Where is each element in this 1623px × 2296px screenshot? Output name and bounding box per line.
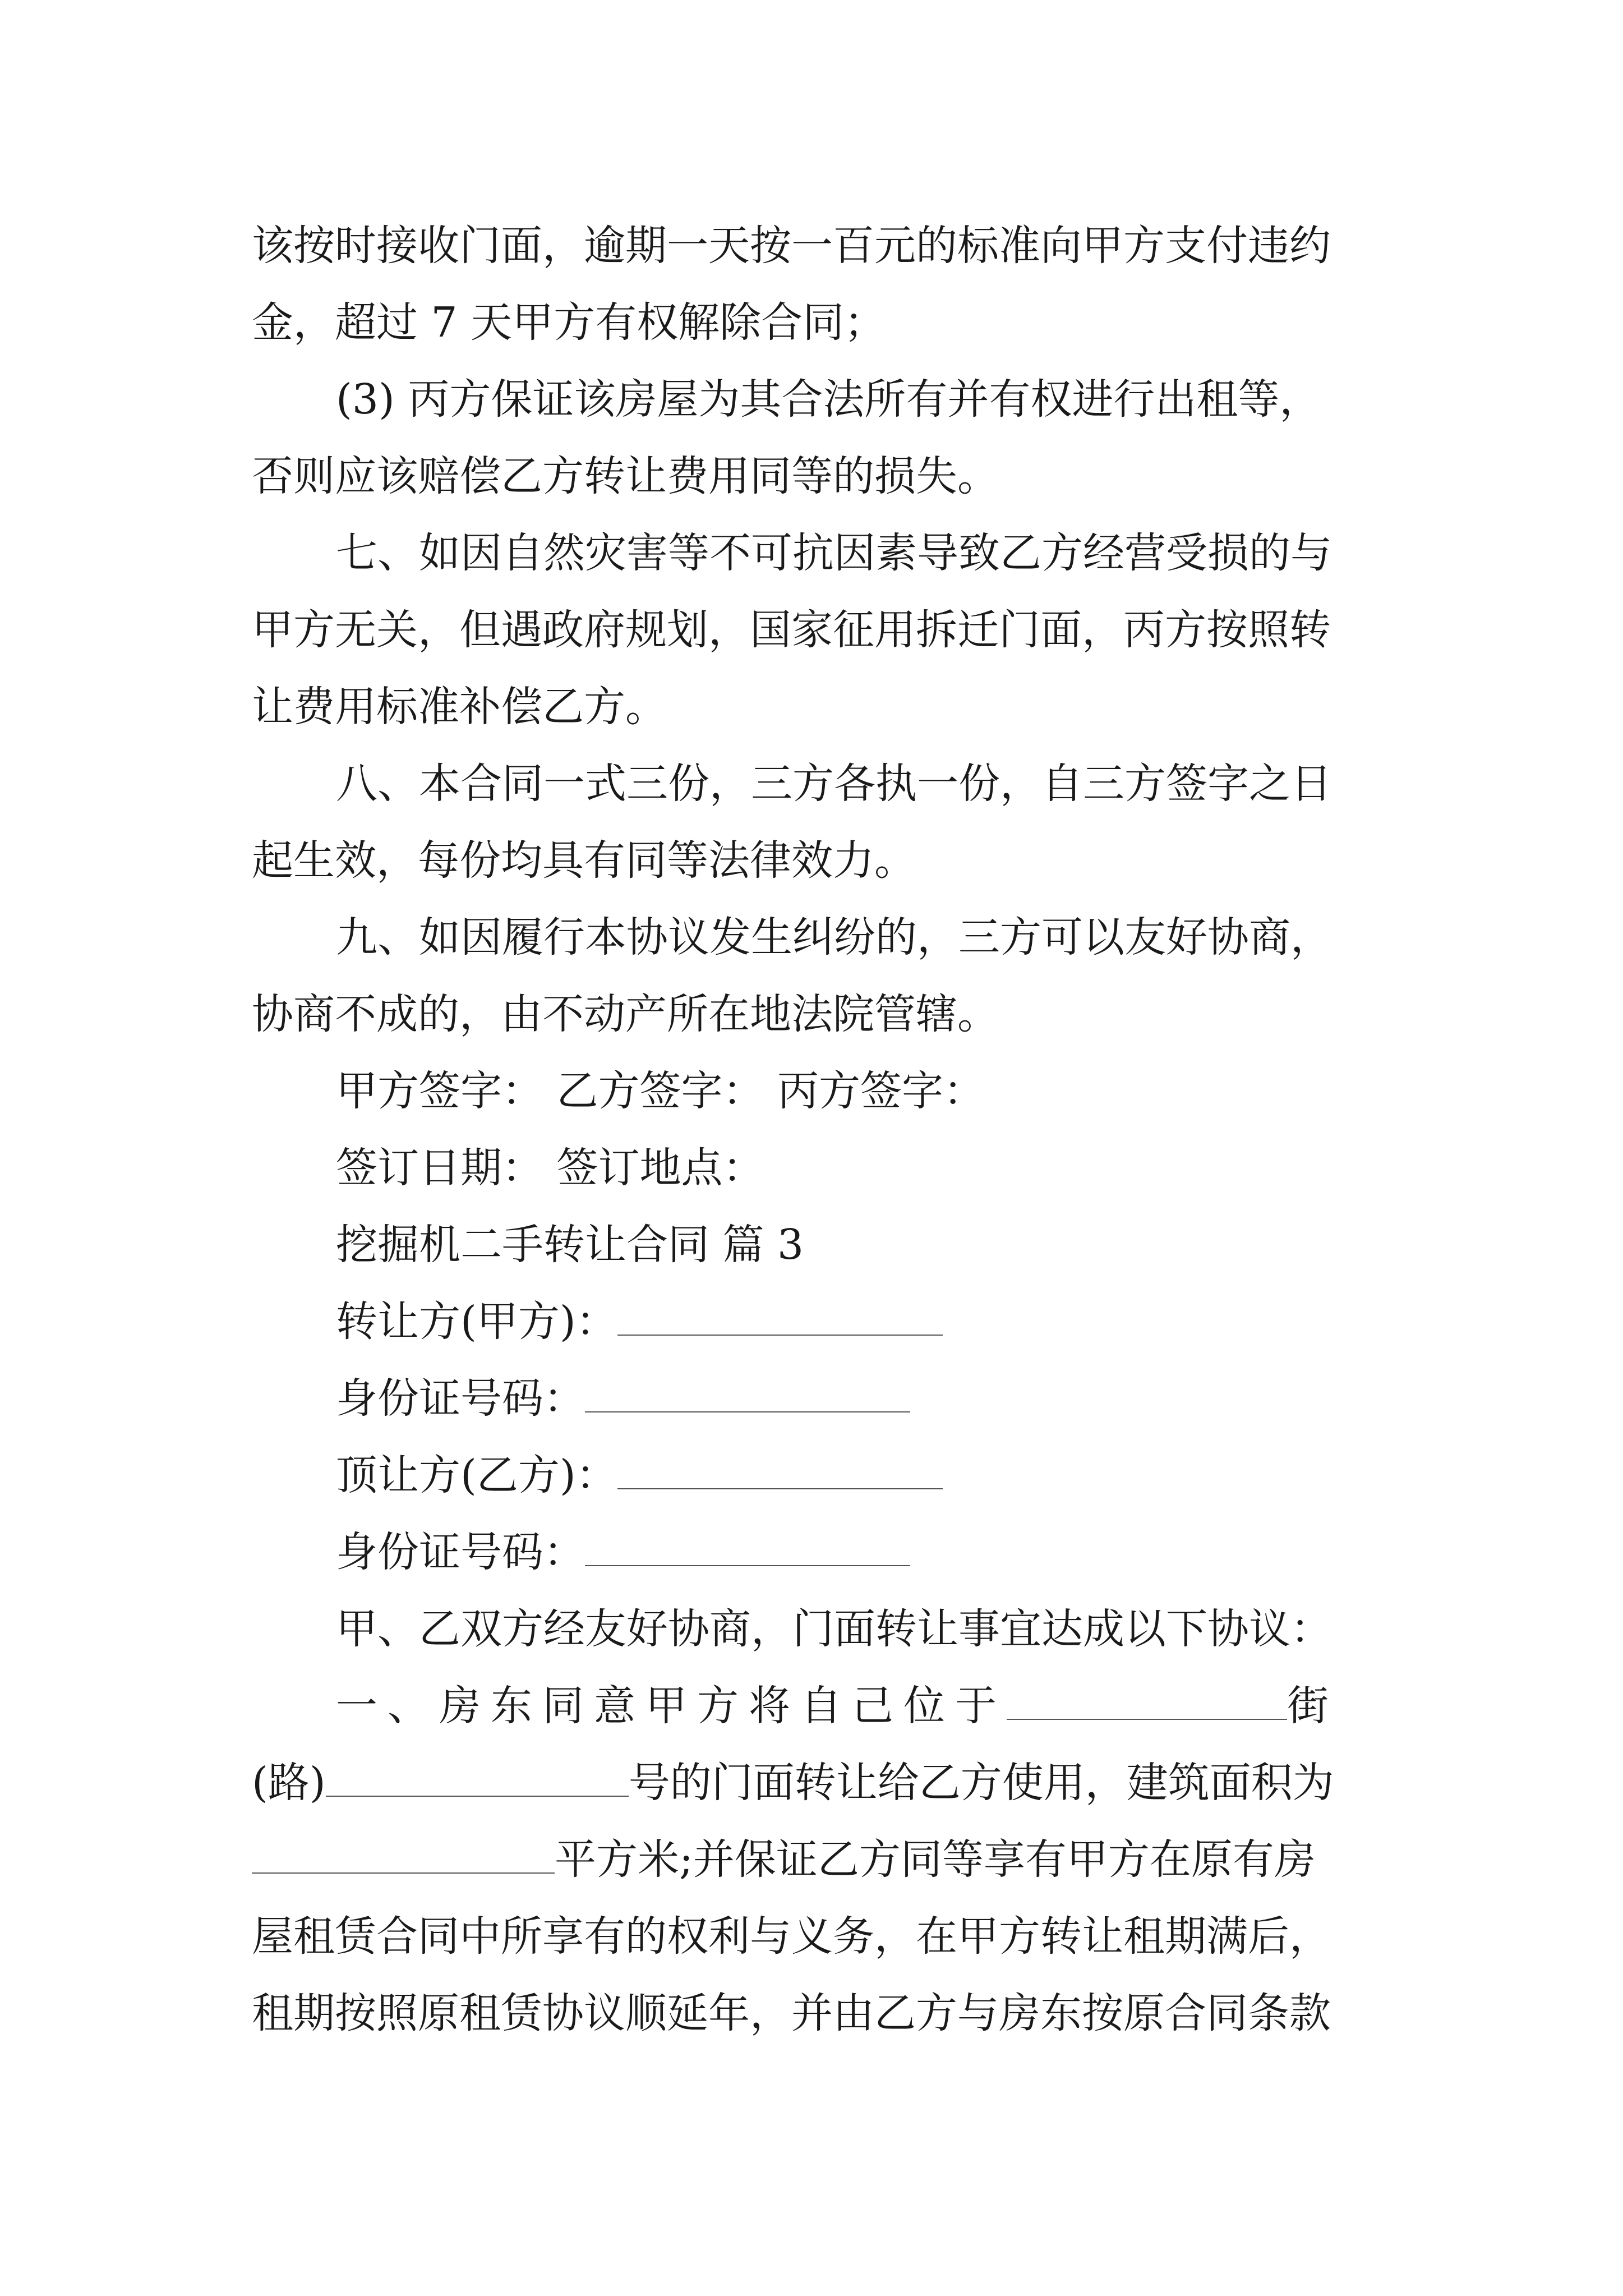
paragraph-line: 让费用标准补偿乙方。 xyxy=(252,683,667,731)
id-number-blank[interactable] xyxy=(585,1531,910,1566)
paragraph-line: 否则应该赔偿乙方转让费用同等的损失。 xyxy=(252,452,999,500)
signature-line: 甲方签字： 乙方签字： 丙方签字： xyxy=(336,1067,985,1115)
clause-1-text: 平方米;并保证乙方同等享有甲方在原有房 xyxy=(555,1835,1316,1884)
clause-8-line: 八、本合同一式三份，三方各执一份，自三方签字之日 xyxy=(336,760,1332,808)
paragraph-line: 金，超过 7 天甲方有权解除合同； xyxy=(252,298,886,347)
id-number-label: 身份证号码： xyxy=(336,1528,585,1576)
clause-1-text: 号的门面转让给乙方使用，建筑面积为 xyxy=(628,1759,1334,1807)
id-number-field-1 xyxy=(252,1360,1379,1437)
clause-9-line: 九、如因履行本协议发生纠纷的，三方可以友好协商， xyxy=(336,913,1332,961)
clause-1-line-3 xyxy=(252,1821,1379,1898)
clause-1-line-1 xyxy=(252,1668,1379,1745)
clause-1-line-4: 屋租赁合同中所享有的权利与义务，在甲方转让租期满后， xyxy=(252,1912,1331,1961)
clause-7-line: 七、如因自然灾害等不可抗因素导致乙方经营受损的与 xyxy=(336,529,1332,577)
house-number-blank[interactable] xyxy=(326,1762,629,1797)
contract-body xyxy=(252,208,1379,2052)
transferor-blank[interactable] xyxy=(617,1301,943,1336)
clause-1-line-5: 租期按照原租赁协议顺延年，并由乙方与房东按原合同条款 xyxy=(252,1989,1331,2037)
id-number-label: 身份证号码： xyxy=(336,1374,585,1423)
agreement-intro: 甲、乙双方经友好协商，门面转让事宜达成以下协议： xyxy=(336,1605,1332,1653)
paragraph-line: 该按时接收门面，逾期一天按一百元的标准向甲方支付违约 xyxy=(252,222,1331,270)
clause-1-text: 一、房东同意甲方将自己位于 xyxy=(336,1682,1007,1730)
road-label: (路) xyxy=(252,1759,326,1807)
paragraph-line: 甲方无关，但遇政府规划，国家征用拆迁门面，丙方按照转 xyxy=(252,606,1331,654)
transferee-field xyxy=(252,1437,1379,1514)
transferee-blank[interactable] xyxy=(617,1455,943,1489)
date-place-line: 签订日期： 签订地点： xyxy=(336,1144,764,1192)
area-blank[interactable] xyxy=(252,1839,555,1874)
street-suffix: 街 xyxy=(1287,1682,1339,1730)
transferor-field xyxy=(252,1283,1379,1360)
section-heading: 挖掘机二手转让合同 篇 3 xyxy=(336,1221,804,1269)
id-number-blank[interactable] xyxy=(585,1378,910,1412)
clause-1-line-2 xyxy=(252,1745,1379,1821)
transferor-label: 转让方(甲方)： xyxy=(336,1297,617,1346)
clause-3-line: (3) 丙方保证该房屋为其合法所有并有权进行出租等， xyxy=(336,375,1321,424)
transferee-label: 顶让方(乙方)： xyxy=(336,1451,617,1499)
street-blank[interactable] xyxy=(1007,1685,1287,1720)
paragraph-line: 协商不成的，由不动产所在地法院管辖。 xyxy=(252,990,999,1038)
paragraph-line: 起生效，每份均具有同等法律效力。 xyxy=(252,836,916,885)
id-number-field-2 xyxy=(252,1514,1379,1591)
